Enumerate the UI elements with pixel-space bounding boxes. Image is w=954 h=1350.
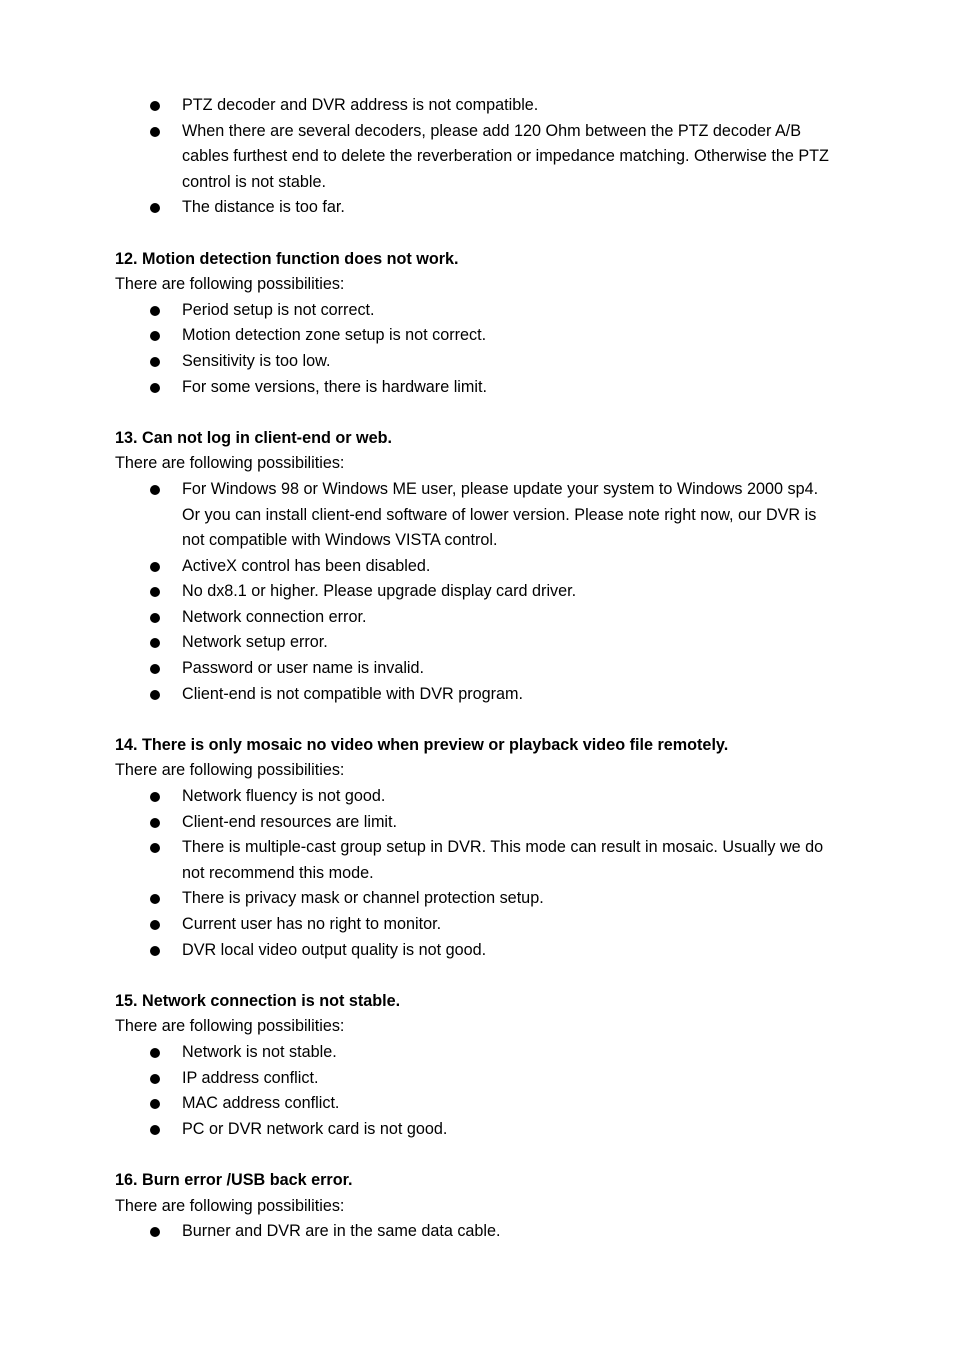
bullet-icon	[150, 946, 160, 956]
list-item-text: No dx8.1 or higher. Please upgrade display card driver.	[182, 582, 577, 601]
list-item	[115, 477, 835, 554]
list-item	[115, 1040, 835, 1066]
bullet-icon	[150, 1099, 160, 1109]
bullet-icon	[150, 1227, 160, 1237]
bullet-icon	[150, 101, 160, 111]
list-item	[115, 912, 835, 938]
bullet-list	[115, 1040, 835, 1142]
list-item	[115, 375, 835, 401]
bullet-icon	[150, 203, 160, 213]
list-item	[115, 93, 835, 119]
list-item-text: Client-end resources are limit.	[182, 812, 398, 831]
list-item	[115, 630, 835, 656]
top-bullet-list	[115, 93, 835, 221]
section-16	[115, 1168, 835, 1245]
list-item	[115, 938, 835, 964]
list-item-text: Network setup error.	[182, 633, 328, 652]
list-item-text: PTZ decoder and DVR address is not compatible.	[182, 96, 539, 114]
bullet-icon	[150, 664, 160, 674]
list-item-text: Network connection error.	[182, 607, 367, 626]
page-content	[115, 93, 835, 1245]
list-item	[115, 1066, 835, 1092]
section-12	[115, 247, 835, 401]
section-intro: There are following possibilities:	[115, 275, 345, 294]
section-intro: There are following possibilities:	[115, 761, 345, 780]
section-heading: 15. Network connection is not stable.	[115, 991, 401, 1010]
list-item-text: MAC address conflict.	[182, 1094, 340, 1113]
bullet-icon	[150, 1048, 160, 1058]
section-intro: There are following possibilities:	[115, 1196, 345, 1215]
bullet-icon	[150, 1074, 160, 1084]
bullet-icon	[150, 127, 160, 137]
bullet-icon	[150, 357, 160, 367]
list-item-text: There is multiple-cast group setup in DVR. This mode can result in mosaic. Usually we do not recommend this mode.	[182, 838, 824, 882]
list-item	[115, 835, 835, 886]
list-item	[115, 119, 835, 196]
bullet-icon	[150, 331, 160, 341]
bullet-icon	[150, 1125, 160, 1135]
list-item-text: Network fluency is not good.	[182, 787, 386, 806]
bullet-icon	[150, 383, 160, 393]
list-item	[115, 656, 835, 682]
bullet-icon	[150, 843, 160, 853]
list-item-text: Password or user name is invalid.	[182, 659, 425, 678]
section-heading: 14. There is only mosaic no video when preview or playback video file remotely.	[115, 735, 729, 754]
list-item-text: IP address conflict.	[182, 1068, 319, 1087]
list-item-text: Period setup is not correct.	[182, 300, 375, 319]
bullet-icon	[150, 920, 160, 930]
bullet-icon	[150, 562, 160, 572]
list-item	[115, 298, 835, 324]
bullet-list	[115, 1219, 835, 1245]
list-item-text: Burner and DVR are in the same data cable.	[182, 1222, 501, 1241]
list-item-text: Motion detection zone setup is not correct.	[182, 326, 487, 345]
list-item	[115, 886, 835, 912]
list-item	[115, 1219, 835, 1245]
list-item-text: There is privacy mask or channel protection setup.	[182, 889, 544, 908]
list-item-text: Sensitivity is too low.	[182, 351, 331, 370]
section-intro: There are following possibilities:	[115, 454, 345, 473]
list-item	[115, 605, 835, 631]
list-item-text: ActiveX control has been disabled.	[182, 556, 431, 575]
section-heading: 12. Motion detection function does not work.	[115, 249, 459, 268]
list-item-text: For Windows 98 or Windows ME user, please update your system to Windows 2000 sp4. Or you can install client-end software of lower version. Please note right now, our DVR is not compatible with Windows VISTA control.	[182, 479, 819, 550]
section-heading: 16. Burn error /USB back error.	[115, 1170, 353, 1189]
section-heading: 13. Can not log in client-end or web.	[115, 428, 393, 447]
section-15	[115, 989, 835, 1143]
list-item	[115, 784, 835, 810]
list-item	[115, 195, 835, 221]
list-item	[115, 1117, 835, 1143]
bullet-list	[115, 298, 835, 400]
list-item-text: For some versions, there is hardware limit.	[182, 377, 487, 396]
bullet-icon	[150, 485, 160, 495]
list-item-text: Current user has no right to monitor.	[182, 915, 442, 933]
bullet-icon	[150, 638, 160, 648]
list-item-text: Network is not stable.	[182, 1042, 337, 1061]
list-item-text: When there are several decoders, please add 120 Ohm between the PTZ decoder A/B cables furthest end to delete the reverberation or impedance matching. Otherwise the PTZ control is not stable.	[182, 121, 829, 191]
list-item	[115, 810, 835, 836]
bullet-icon	[150, 690, 160, 700]
bullet-icon	[150, 818, 160, 828]
list-item	[115, 554, 835, 580]
list-item	[115, 349, 835, 375]
list-item-text: DVR local video output quality is not good.	[182, 940, 487, 959]
list-item-text: PC or DVR network card is not good.	[182, 1119, 448, 1138]
section-14	[115, 733, 835, 963]
list-item	[115, 323, 835, 349]
bullet-list	[115, 784, 835, 963]
bullet-icon	[150, 587, 160, 597]
list-item	[115, 579, 835, 605]
bullet-list	[115, 477, 835, 707]
list-item	[115, 682, 835, 708]
bullet-icon	[150, 894, 160, 904]
list-item-text: Client-end is not compatible with DVR program.	[182, 684, 523, 703]
section-13	[115, 426, 835, 708]
list-item	[115, 1091, 835, 1117]
section-intro: There are following possibilities:	[115, 1017, 345, 1036]
bullet-icon	[150, 306, 160, 316]
bullet-icon	[150, 792, 160, 802]
list-item-text: The distance is too far.	[182, 198, 345, 217]
bullet-icon	[150, 613, 160, 623]
